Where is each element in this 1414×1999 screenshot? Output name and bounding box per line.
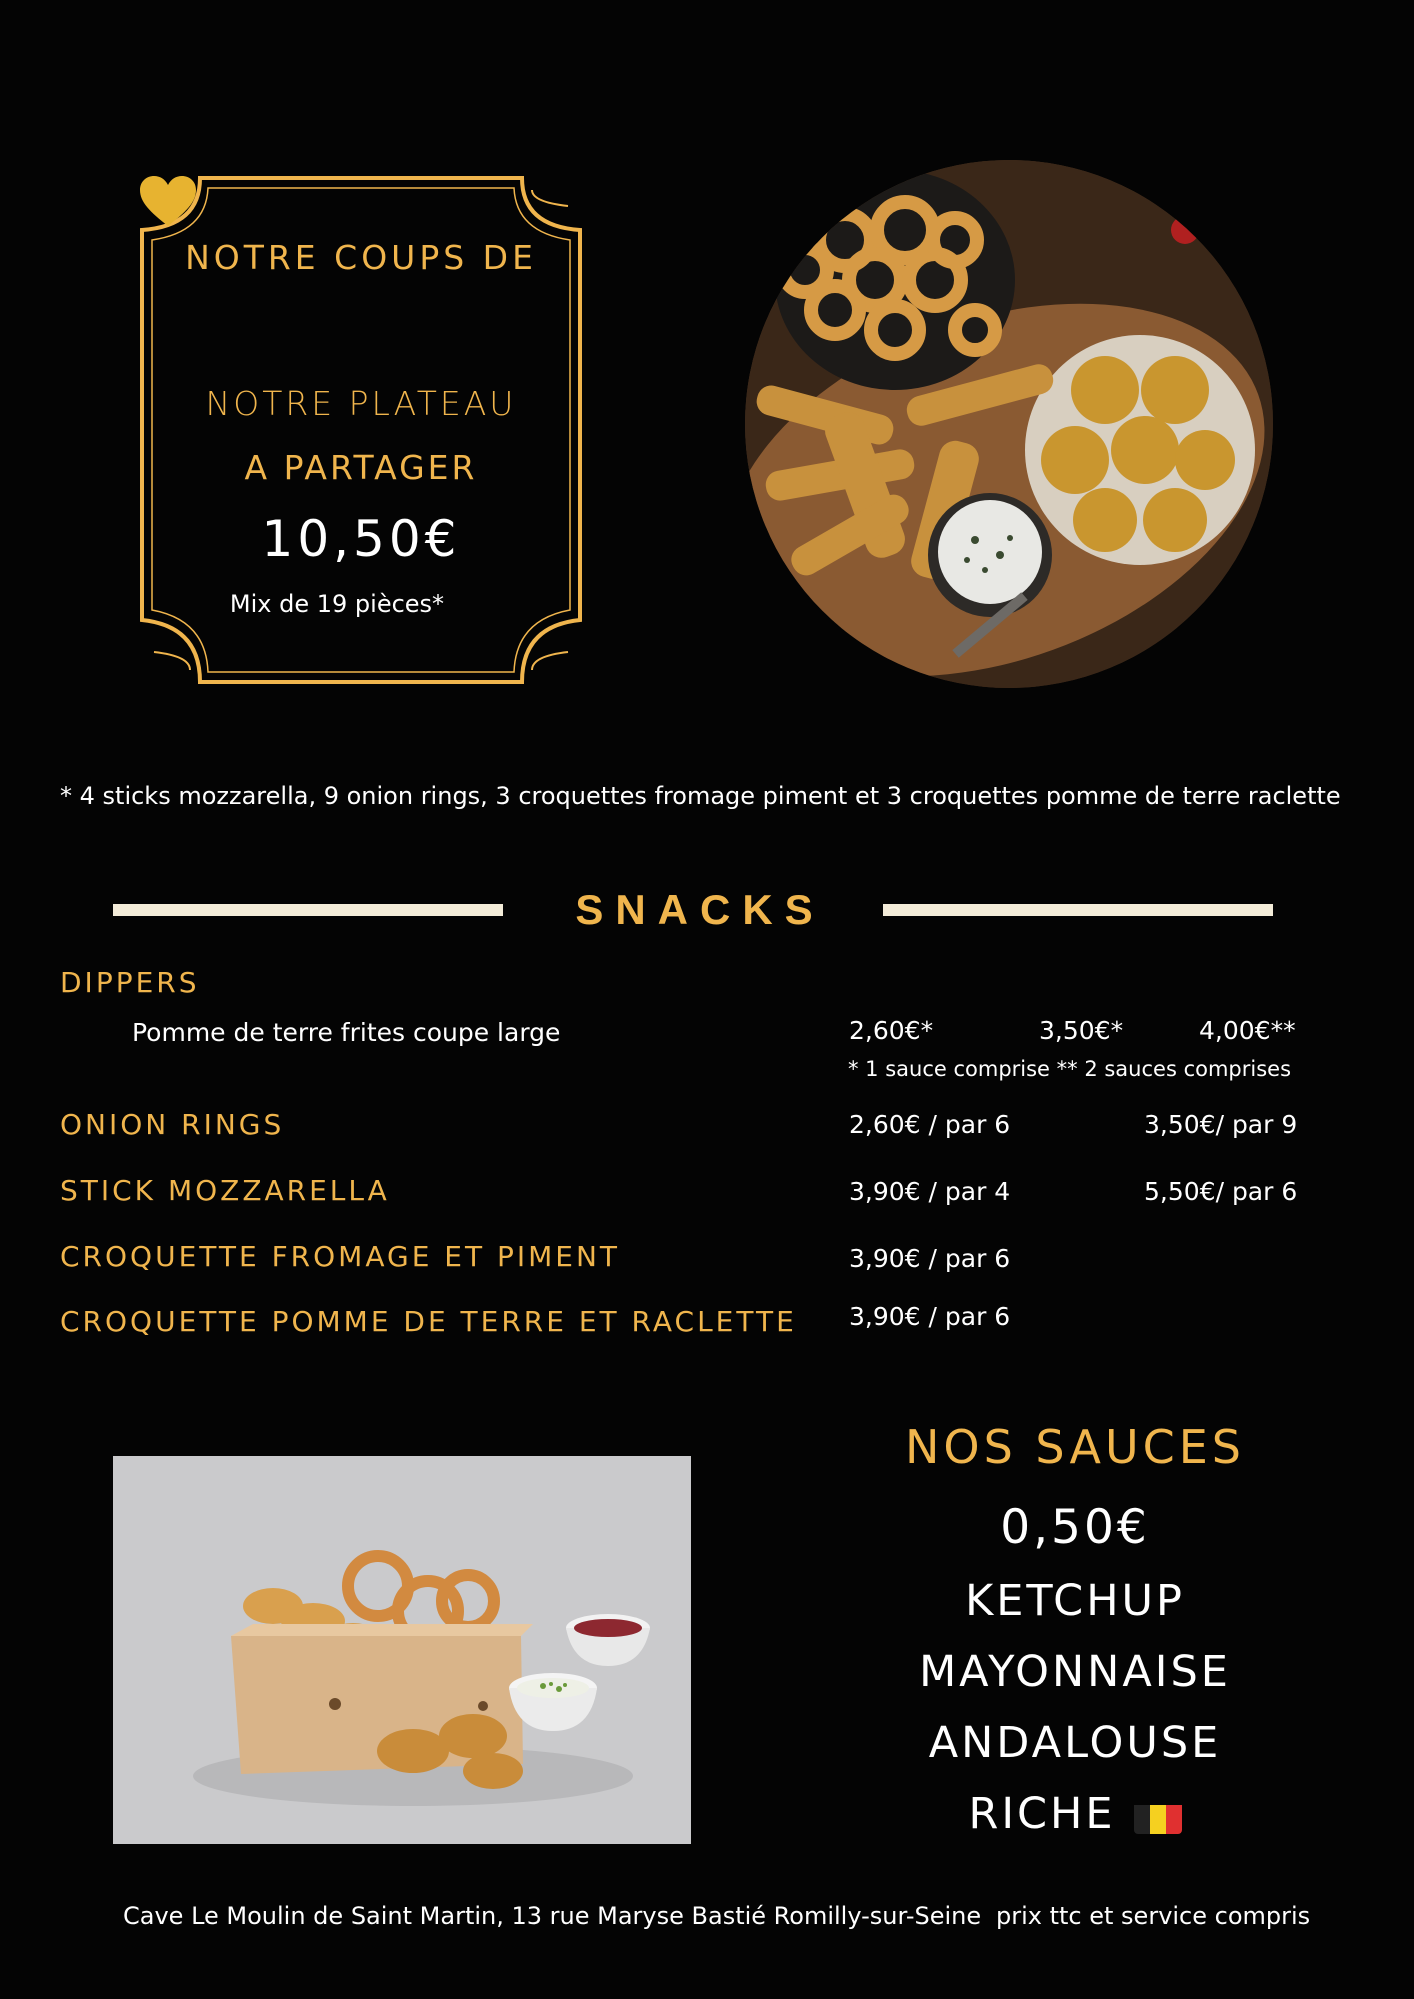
menu-item-name: DIPPERS [60,966,200,999]
menu-item-price: 3,90€ / par 4 [849,1177,1011,1206]
sauce-item: ANDALOUSE [928,1718,1222,1768]
menu-item-name: CROQUETTE FROMAGE ET PIMENT [60,1240,621,1273]
promo-card [138,174,584,686]
sauces-price: 0,50€ [1000,1500,1150,1555]
divider-left [113,904,503,916]
promo-name-line1: NOTRE PLATEAU [205,384,517,423]
menu-item-name: STICK MOZZARELLA [60,1174,390,1207]
dippers-price-medium: 3,50€* [1039,1016,1124,1045]
sauce-item: KETCHUP [965,1576,1185,1626]
footer-address: Cave Le Moulin de Saint Martin, 13 rue Maryse Bastié Romilly-sur-Seine [123,1902,982,1930]
sauces-title: NOS SAUCES [904,1420,1245,1474]
promo-price: 10,50€ [261,510,461,568]
promo-subtitle: Mix de 19 pièces* [229,590,445,618]
menu-item-price: 3,90€ / par 6 [849,1302,1011,1331]
snack-box-photo [113,1456,691,1844]
menu-item-price: 3,90€ / par 6 [849,1244,1011,1273]
promo-title: NOTRE COUPS DE [185,238,537,277]
snacks-title: SNACKS [575,886,825,933]
sauce-item-riche [830,1789,1320,1839]
dippers-sauce-note: * 1 sauce comprise ** 2 sauces comprises [848,1057,1292,1081]
divider-right [883,904,1273,916]
promo-name-line2: A PARTAGER [244,448,478,487]
sauce-item: MAYONNAISE [919,1647,1231,1697]
footer-tax-note: prix ttc et service compris [996,1902,1311,1930]
menu-item-price: 3,50€/ par 9 [1144,1110,1298,1139]
dippers-price-large: 4,00€** [1199,1016,1296,1045]
menu-item-price: 2,60€ / par 6 [849,1110,1011,1139]
platter-photo [745,160,1273,688]
heart-icon [138,174,198,228]
menu-item-name: ONION RINGS [60,1108,285,1141]
plateau-footnote: * 4 sticks mozzarella, 9 onion rings, 3 croquettes fromage piment et 3 croquettes pomme de terre raclette [60,782,1341,810]
belgium-flag-icon [1134,1800,1182,1834]
dippers-description: Pomme de terre frites coupe large [132,1018,561,1047]
sauce-item-label: RICHE [968,1789,1116,1839]
menu-item-name: CROQUETTE POMME DE TERRE ET RACLETTE [60,1305,797,1338]
dippers-price-small: 2,60€* [849,1016,934,1045]
menu-item-price: 5,50€/ par 6 [1144,1177,1298,1206]
